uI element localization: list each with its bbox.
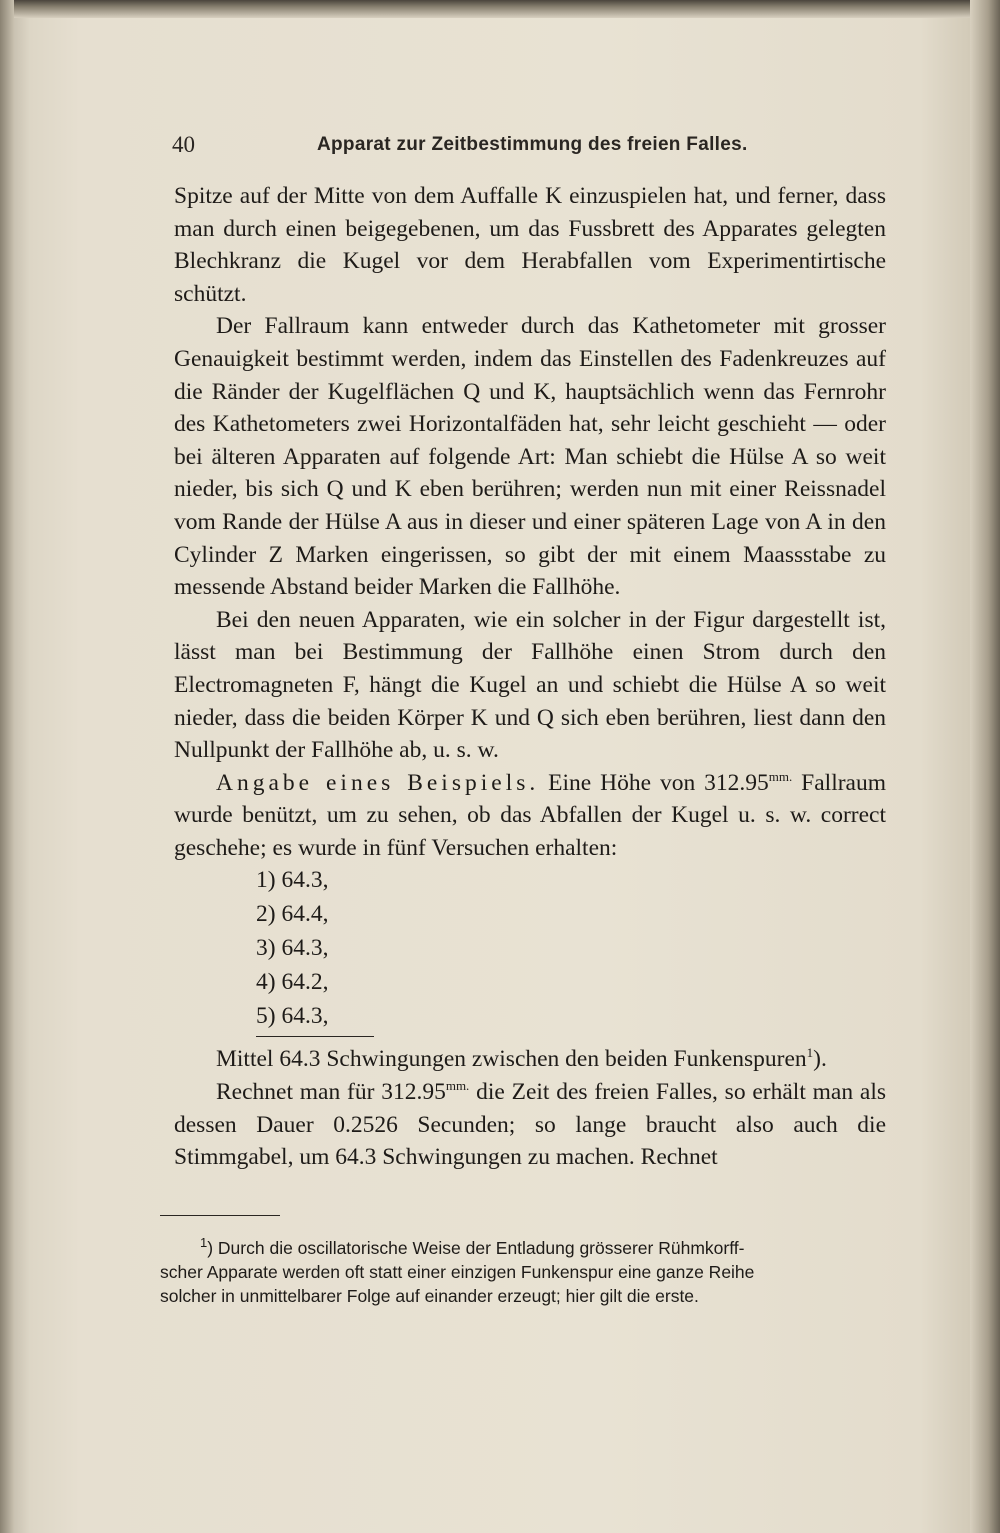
binding-edge <box>0 0 14 1533</box>
results-list <box>256 864 886 1034</box>
paragraph-5-text-b: die Zeit des freien Falles, so erhält man als dessen Dauer 0.2526 Secunden; so lange braucht also auch die Stimmgabel, um 64.3 Schwingungen zu machen. Rechnet <box>174 1079 886 1171</box>
footnote-ref: 1 <box>806 1045 814 1061</box>
paragraph-5 <box>174 1076 886 1174</box>
footnote-line: solcher in unmittelbarer Folge auf einander erzeugt; hier gilt die erste. <box>160 1286 699 1306</box>
mean-end: ). <box>813 1046 827 1073</box>
list-item: 4) 64.2, <box>256 969 329 996</box>
paragraph-4-text-a: Eine Höhe von 312.95 <box>539 769 769 796</box>
page-number: 40 <box>172 132 195 157</box>
paragraph-2: Der Fallraum kann entweder durch das Kathetometer mit grosser Genauigkeit bestimmt werden, indem das Einstellen des Fadenkreuzes auf die Ränder der Kugelflächen Q und K, hauptsächlich wenn das Fernrohr des Kathetometers zwei Horizontalfäden hat, sehr leicht geschieht — oder bei älteren Apparaten auf folgende Art: Man schiebt die Hülse A so weit nieder, bis sich Q und K eben berühren; werden nun mit einer Reissnadel vom Rande der Hülse A aus in dieser und einer späteren Lage von A in den Cylinder Z Marken eingerissen, so gibt der mit einem Maassstabe zu messende Abstand beider Marken die Fallhöhe. <box>174 313 886 601</box>
example-heading: Angabe eines Beispiels. <box>216 769 540 796</box>
running-head <box>172 132 892 166</box>
mean-line <box>174 1043 886 1076</box>
paragraph-4 <box>174 767 886 865</box>
footnote-line: scher Apparate werden oft statt einer einzigen Funkenspur eine ganze Reihe <box>160 1262 755 1282</box>
footnote <box>160 1236 880 1308</box>
list-item: 1) 64.3, <box>256 867 329 894</box>
list-item: 3) 64.3, <box>256 935 329 962</box>
footnote-rule <box>160 1215 280 1216</box>
footnote-marker: 1 <box>200 1235 208 1251</box>
paragraph-1: Spitze auf der Mitte von dem Auffalle K einzuspielen hat, und ferner, dass man durch einen beigegebenen, um das Fussbrett des Apparates gelegten Blechkranz die Kugel vor dem Herabfallen vom Experimentirtische schützt. <box>174 183 886 307</box>
footnote-text: ) Durch die oscillatorische Weise der Entladung grösserer Rühmkorff- <box>207 1238 745 1258</box>
unit-mm: mm. <box>768 768 793 784</box>
mean-text: Mittel 64.3 Schwingungen zwischen den beiden Funkenspuren <box>216 1046 807 1073</box>
running-title: Apparat zur Zeitbestimmung des freien Falles. <box>317 134 748 155</box>
body-text <box>174 180 886 1174</box>
paragraph-3: Bei den neuen Apparaten, wie ein solcher in der Figur dargestellt ist, lässt man bei Bestimmung der Fallhöhe einen Strom durch den Electromagneten F, hängt die Kugel an und schiebt die Hülse A so weit nieder, dass die beiden Körper K und Q sich eben berühren, liest dann den Nullpunkt der Fallhöhe ab, u. s. w. <box>174 606 886 764</box>
page-right-edge <box>970 0 1000 1533</box>
footnote-line <box>160 1236 880 1260</box>
paragraph-5-text-a: Rechnet man für 312.95 <box>216 1079 446 1106</box>
paragraph-4-text-b: Fallraum wurde benützt, um zu sehen, ob das Abfallen der Kugel u. s. w. correct geschehe; es wurde in fünf Versuchen erhalten: <box>174 769 887 861</box>
list-item: 2) 64.4, <box>256 901 329 928</box>
unit-mm: mm. <box>445 1078 470 1094</box>
sum-rule <box>256 1036 374 1037</box>
list-item: 5) 64.3, <box>256 1003 329 1030</box>
page-top-edge <box>0 0 1000 18</box>
